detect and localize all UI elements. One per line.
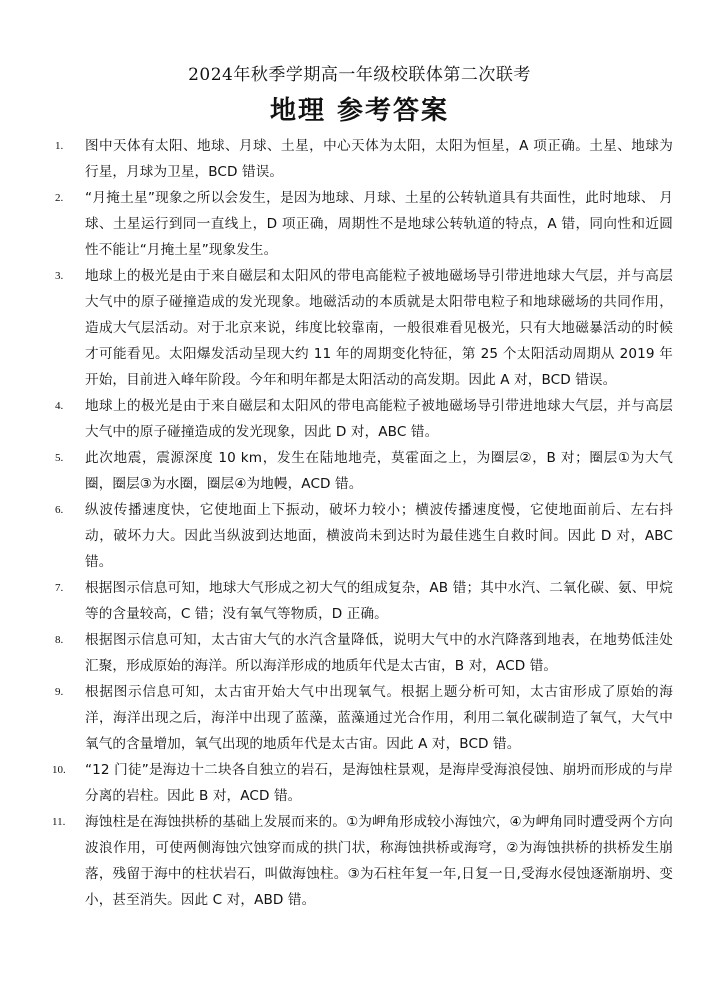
answer-number: 2. xyxy=(55,192,64,204)
answer-number: 1. xyxy=(55,140,64,152)
answer-text: 此次地震，震源深度 10 km，发生在陆地地壳，莫霍面之上，为圈层②，B 对；圈层①为大气圈，圈层③为水圈，圈层④为地幔，ACD 错。 xyxy=(85,450,673,492)
answer-text: 海蚀柱是在海蚀拱桥的基础上发展而来的。①为岬角形成较小海蚀穴，④为岬角同时遭受两个方向波浪作用，可使两侧海蚀穴蚀穿而成的拱门状，称海蚀拱桥或海穹，②为海蚀拱桥的拱桥发生崩落，残留于海中的柱状岩石，叫做海蚀柱。③为石柱年复一年,日复一日,受海水侵蚀逐渐崩坍、变小，甚至消失。因此 C 对，ABD 错。 xyxy=(85,814,673,908)
answer-item-3 xyxy=(0,263,719,393)
answer-item-5 xyxy=(0,445,719,497)
answer-number: 10. xyxy=(52,764,66,776)
answer-number: 5. xyxy=(55,452,64,464)
answer-number: 4. xyxy=(55,400,64,412)
answer-item-10 xyxy=(0,757,719,809)
answer-item-8 xyxy=(0,627,719,679)
answer-text: 图中天体有太阳、地球、月球、土星，中心天体为太阳，太阳为恒星，A 项正确。土星、地球为行星，月球为卫星，BCD 错误。 xyxy=(85,138,673,180)
answer-text: 地球上的极光是由于来自磁层和太阳风的带电高能粒子被地磁场导引带进地球大气层，并与高层大气中的原子碰撞造成的发光现象，因此 D 对，ABC 错。 xyxy=(85,398,673,440)
answer-number: 11. xyxy=(52,816,66,828)
answer-text: 纵波传播速度快，它使地面上下振动，破坏力较小；横波传播速度慢，它使地面前后、左右抖动，破坏力大。因此当纵波到达地面，横波尚未到达时为最佳逃生自救时间。因此 D 对，ABC 错。 xyxy=(85,502,673,570)
answer-number: 3. xyxy=(55,270,64,282)
answer-list xyxy=(0,133,719,913)
answer-item-1 xyxy=(0,133,719,185)
answer-item-2 xyxy=(0,185,719,263)
answer-number: 9. xyxy=(55,686,64,698)
answer-text: 根据图示信息可知，地球大气形成之初大气的组成复杂，AB 错；其中水汽、二氧化碳、氨、甲烷等的含量较高，C 错；没有氧气等物质，D 正确。 xyxy=(85,580,673,622)
answer-item-7 xyxy=(0,575,719,627)
answer-number: 7. xyxy=(55,582,64,594)
answer-number: 8. xyxy=(55,634,64,646)
answer-text: “12 门徒”是海边十二块各自独立的岩石，是海蚀柱景观，是海岸受海浪侵蚀、崩坍而形成的与岸分离的岩柱。因此 B 对，ACD 错。 xyxy=(85,762,673,804)
answer-number: 6. xyxy=(55,504,64,516)
answer-text: 地球上的极光是由于来自磁层和太阳风的带电高能粒子被地磁场导引带进地球大气层，并与高层大气中的原子碰撞造成的发光现象。地磁活动的本质就是太阳带电粒子和地球磁场的共同作用，造成大气层活动。对于北京来说，纬度比较靠南，一般很难看见极光，只有大地磁暴活动的时候才可能看见。太阳爆发活动呈现大约 11 年的周期变化特征，第 25 个太阳活动周期从 2019 年开始，目前进入峰年阶段。今年和明年都是太阳活动的高发期。因此 A 对，BCD 错误。 xyxy=(85,268,673,388)
answer-text: 根据图示信息可知，太古宙大气的水汽含量降低，说明大气中的水汽降落到地表，在地势低洼处汇聚，形成原始的海洋。所以海洋形成的地质年代是太古宙，B 对，ACD 错。 xyxy=(85,632,673,674)
page-title: 地理 参考答案 xyxy=(269,96,450,126)
answer-item-4 xyxy=(0,393,719,445)
answer-item-11 xyxy=(0,809,719,913)
answer-item-6 xyxy=(0,497,719,575)
answer-text: “月掩土星”现象之所以会发生，是因为地球、月球、土星的公转轨道具有共面性，此时地球、 月球、土星运行到同一直线上，D 项正确，周期性不是地球公转轨道的特点，A 错，同向性和近圆性不能让“月掩土星”现象发生。 xyxy=(85,190,673,258)
answer-text: 根据图示信息可知，太古宙开始大气中出现氧气。根据上题分析可知，太古宙形成了原始的海洋，海洋出现之后，海洋中出现了蓝藻，蓝藻通过光合作用，利用二氧化碳制造了氧气，大气中氧气的含量增加，氧气出现的地质年代是太古宙。因此 A 对，BCD 错。 xyxy=(85,684,673,752)
answer-item-9 xyxy=(0,679,719,757)
exam-subtitle: 2024年秋季学期高一年级校联体第二次联考 xyxy=(188,65,531,85)
